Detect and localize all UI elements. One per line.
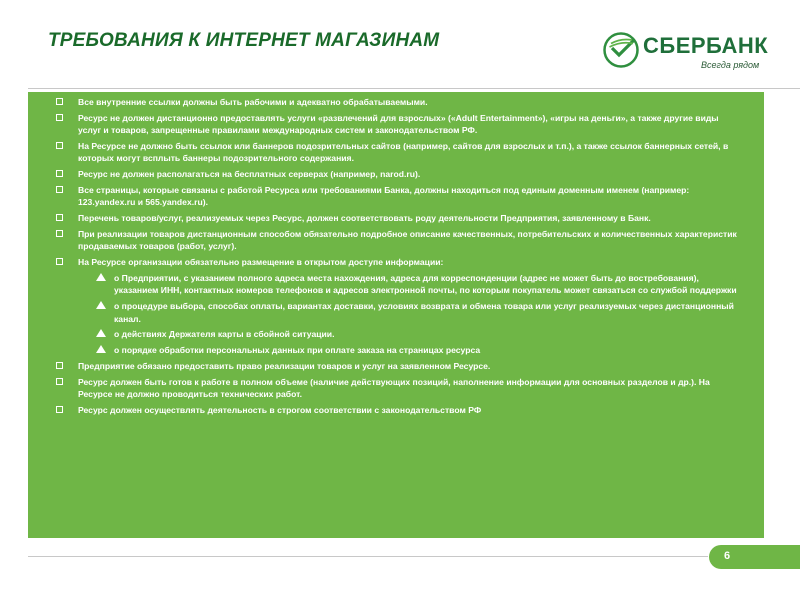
list-item-text: о действиях Держателя карты в сбойной ситуации. (114, 329, 335, 340)
square-bullet-icon (56, 98, 63, 105)
list-item-text: Все страницы, которые связаны с работой Ресурса или требованиями Банка, должны находиться под единым доменным именем (например: 123.yandex.ru и 565.yandex.ru). (78, 185, 690, 208)
slide-title: ТРЕБОВАНИЯ К ИНТЕРНЕТ МАГАЗИНАМ (48, 30, 440, 51)
page-number: 6 (724, 550, 731, 562)
arrow-bullet-icon (96, 345, 106, 353)
list-item (78, 140, 744, 165)
list-item-text: Перечень товаров/услуг, реализуемых через Ресурс, должен соответствовать роду деятельности Предприятия, заявленному в Банк. (78, 213, 651, 224)
arrow-bullet-icon (96, 301, 106, 309)
list-item-text: о Предприятии, с указанием полного адреса места нахождения, адреса для корреспонденции (адрес не может быть до востребования), указанием ИНН, контактных номеров телефонов и адресов электронной почты, по которым покупатель может связаться со службой поддержки (114, 273, 737, 296)
sub-list-item (114, 272, 744, 297)
list-item-text: Предприятие обязано предоставить право реализации товаров и услуг на заявленном Ресурсе. (78, 361, 491, 371)
list-item (78, 212, 744, 224)
list-item-text: Ресурс не должен дистанционно предоставлять услуги «развлечений для взрослых» («Adult Entertainment»), «игры на деньги», а также другие виды услуг и товаров, запрещенные правилами международных систем и законодательством РФ. (78, 112, 719, 136)
arrow-bullet-icon (96, 329, 106, 337)
sberbank-logo-icon (603, 32, 639, 68)
sberbank-logo (603, 30, 773, 78)
square-bullet-icon (56, 362, 63, 369)
list-item (78, 184, 744, 209)
list-item-text: о процедуре выбора, способах оплаты, вариантах доставки, условиях возврата и обмена товара или услуг реализуемых через дистанционный канал. (114, 301, 734, 324)
list-item-text: Ресурс не должен располагаться на бесплатных серверах (например, narod.ru). (78, 169, 421, 180)
list-item-text: Все внутренние ссылки должны быть рабочими и адекватно обрабатываемыми. (78, 97, 428, 107)
list-item-text: Ресурс должен осуществлять деятельность в строгом соответствии с законодательством РФ (78, 405, 482, 415)
list-item (78, 256, 744, 268)
sub-list-item (114, 328, 744, 340)
list-item-text: Ресурс должен быть готов к работе в полном объеме (наличие действующих позиций, наполнение информации для основных разделов и др.). На Ресурсе не должно проводиться технических работ. (78, 376, 710, 400)
requirements-list (78, 96, 744, 416)
square-bullet-icon (56, 406, 63, 413)
list-item (78, 96, 744, 108)
arrow-bullet-icon (96, 273, 106, 281)
bottom-divider (28, 556, 708, 557)
content-panel (28, 92, 764, 538)
list-item-text: На Ресурсе не должно быть ссылок или баннеров подозрительных сайтов (например, сайтов для взрослых и т.п.), а также ссылок баннерных сетей, в которых могут всплыть баннеры подозрительного содержания. (78, 141, 729, 164)
top-divider (28, 88, 800, 89)
square-bullet-icon (56, 214, 63, 221)
list-item (78, 112, 744, 137)
square-bullet-icon (56, 230, 63, 237)
list-item (78, 168, 744, 180)
logo-tagline: Всегда рядом (701, 60, 760, 70)
square-bullet-icon (56, 170, 63, 177)
list-item-text: На Ресурсе организации обязательно размещение в открытом доступе информации: (78, 257, 444, 268)
sub-list-item (114, 300, 744, 325)
square-bullet-icon (56, 258, 63, 265)
logo-name: СБЕРБАНК (643, 33, 769, 58)
square-bullet-icon (56, 186, 63, 193)
list-item-text: о порядке обработки персональных данных при оплате заказа на страницах ресурса (114, 345, 481, 356)
list-item (78, 376, 744, 401)
square-bullet-icon (56, 378, 63, 385)
list-item (78, 228, 744, 253)
list-item-text: При реализации товаров дистанционным способом обязательно подробное описание качественных, потребительских и количественных характеристик продаваемых товаров (работ, услуг). (78, 229, 737, 252)
list-item (78, 404, 744, 416)
square-bullet-icon (56, 142, 63, 149)
sub-list-item (114, 344, 744, 356)
list-item (78, 360, 744, 372)
page-number-badge (709, 545, 800, 569)
square-bullet-icon (56, 114, 63, 121)
